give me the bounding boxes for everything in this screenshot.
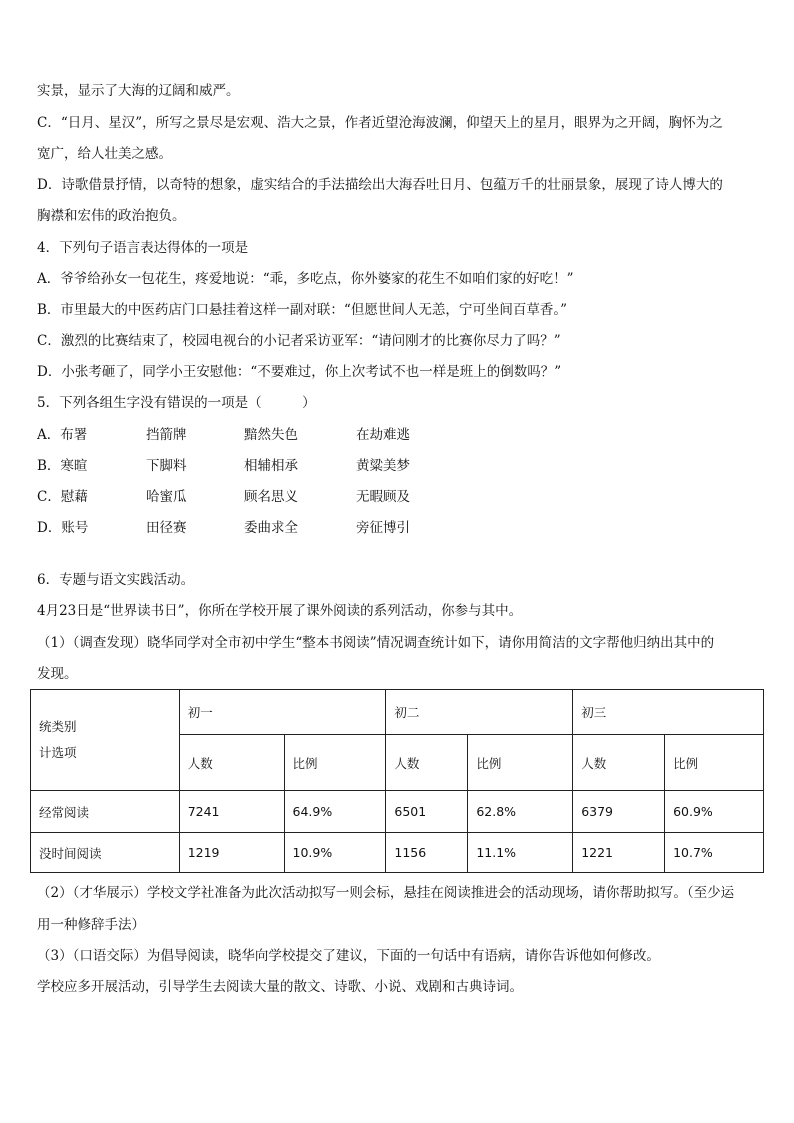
question-4-title: 4．下列句子语言表达得体的一项是	[37, 240, 249, 256]
option-word: 相辅相承	[244, 458, 298, 474]
question-6-title: 6．专题与语文实践活动。	[37, 572, 195, 588]
cell-count: 6501	[386, 791, 468, 833]
table-row	[31, 833, 764, 873]
corner-bottom-label: 计选项	[39, 745, 77, 760]
option-word: 哈蜜瓜	[146, 489, 187, 505]
survey-table	[30, 689, 764, 873]
subheader-ratio: 比例	[665, 735, 764, 791]
cell-count: 1156	[386, 833, 468, 873]
option-word: 顾名思义	[244, 489, 298, 505]
option-c-text: C．“日月、星汉”，所写之景尽是宏观、浩大之景，作者近望沧海波澜，仰望天上的星月，眼界为之开阔，胸怀为之	[37, 115, 723, 131]
option-label: D．账号	[37, 520, 89, 536]
option-label: A．布署	[37, 427, 88, 443]
grade-header-1: 初一	[179, 690, 386, 735]
question-4-option-d: D．小张考砸了，同学小王安慰他：“不要难过，你上次考试不也一样是班上的倒数吗？”	[37, 364, 562, 380]
sick-sentence: 学校应多开展活动，引导学生去阅读大量的散文、诗歌、小说、戏剧和古典诗词。	[37, 979, 523, 995]
option-label: B．寒暄	[37, 458, 88, 474]
option-word: 委曲求全	[244, 520, 298, 536]
text-line: 宽广，给人壮美之感。	[37, 146, 172, 162]
question-4-option-b: B．市里最大的中医药店门口悬挂着这样一副对联：“但愿世间人无恙，宁可坐间百草香。”	[37, 302, 567, 318]
table-row	[31, 791, 764, 833]
cell-count: 6379	[573, 791, 665, 833]
cell-count: 1221	[573, 833, 665, 873]
table-header-row	[31, 690, 764, 735]
option-word: 挡箭牌	[146, 427, 187, 443]
question-6-part-2: （2）（才华展示）学校文学社准备为此次活动拟写一则会标，悬挂在阅读推进会的活动现场，请你帮助拟写。（至少运	[37, 885, 735, 901]
option-word: 田径赛	[146, 520, 187, 536]
option-word: 黯然失色	[244, 427, 298, 443]
grade-header-2: 初二	[386, 690, 573, 735]
subheader-people: 人数	[386, 735, 468, 791]
cell-ratio: 62.8%	[468, 791, 573, 833]
subheader-ratio: 比例	[468, 735, 573, 791]
cell-ratio: 64.9%	[284, 791, 386, 833]
question-6-part-1: （1）（调查发现）晓华同学对全市初中学生“整本书阅读”情况调查统计如下，请你用简洁的文字帮他归纳出其中的	[37, 635, 715, 651]
question-4-option-a: A．爷爷给孙女一包花生，疼爱地说：“乖，多吃点，你外婆家的花生不如咱们家的好吃！”	[37, 271, 574, 287]
question-6-part-3: （3）（口语交际）为倡导阅读，晓华向学校提交了建议，下面的一句话中有语病，请你告诉他如何修改。	[37, 948, 660, 964]
option-label: C．慰藉	[37, 489, 88, 505]
text-line: 发现。	[37, 666, 78, 682]
subheader-people: 人数	[573, 735, 665, 791]
option-word: 下脚料	[146, 458, 187, 474]
cell-ratio: 10.9%	[284, 833, 386, 873]
option-d-text: D．诗歌借景抒情，以奇特的想象，虚实结合的手法描绘出大海吞吐日月、包蕴万千的壮丽景象，展现了诗人博大的	[37, 177, 723, 193]
option-word: 黄粱美梦	[356, 458, 410, 474]
question-6-intro: 4月23日是“世界读书日”，你所在学校开展了课外阅读的系列活动，你参与其中。	[37, 603, 523, 619]
cell-ratio: 11.1%	[468, 833, 573, 873]
subheader-ratio: 比例	[284, 735, 386, 791]
text-line: 实景，显示了大海的辽阔和威严。	[37, 83, 240, 99]
row-label: 没时间阅读	[31, 833, 180, 873]
text-line: 用一种修辞手法）	[37, 917, 145, 933]
cell-ratio: 60.9%	[665, 791, 764, 833]
grade-header-3: 初三	[573, 690, 764, 735]
cell-count: 1219	[179, 833, 284, 873]
option-word: 无暇顾及	[356, 489, 410, 505]
subheader-people: 人数	[179, 735, 284, 791]
table-corner-cell	[31, 690, 180, 791]
option-word: 在劫难逃	[356, 427, 410, 443]
question-5-title: 5．下列各组生字没有错误的一项是（ ）	[37, 395, 316, 411]
corner-top-label: 统类别	[39, 719, 77, 734]
text-line: 胸襟和宏伟的政治抱负。	[37, 208, 186, 224]
cell-ratio: 10.7%	[665, 833, 764, 873]
option-word: 旁征博引	[356, 520, 410, 536]
question-4-option-c: C．激烈的比赛结束了，校园电视台的小记者采访亚军：“请问刚才的比赛你尽力了吗？”	[37, 333, 561, 349]
cell-count: 7241	[179, 791, 284, 833]
row-label: 经常阅读	[31, 791, 180, 833]
